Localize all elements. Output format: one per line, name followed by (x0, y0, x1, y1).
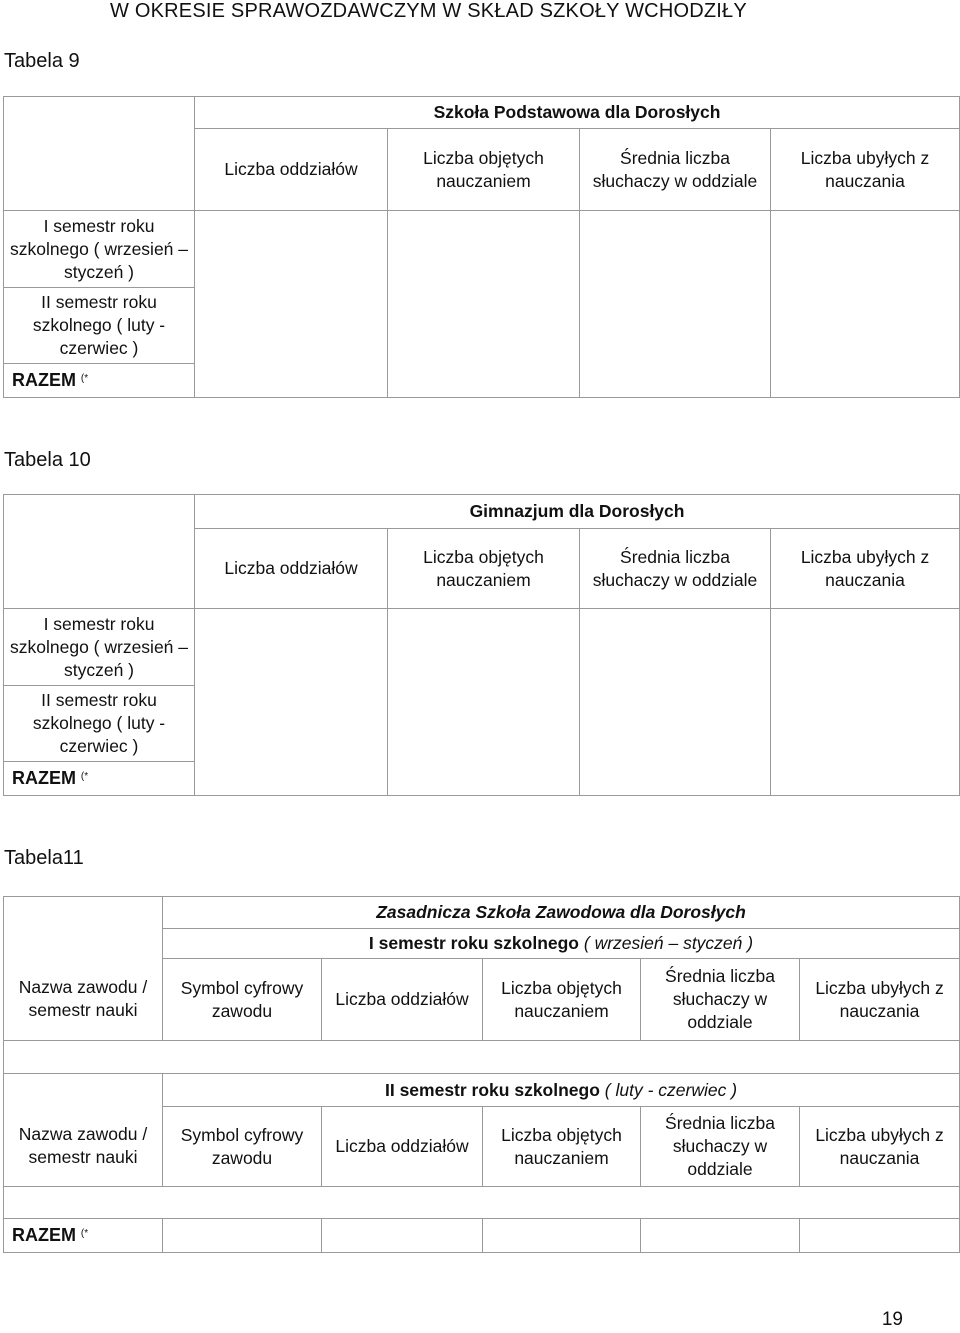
table9-total-label: RAZEM (12, 370, 76, 390)
table9-row-sem1-label: I semestr roku szkolnego ( wrzesień – styczeń ) (4, 211, 195, 288)
table11-col-symbol-2: Symbol cyfrowy zawodu (163, 1107, 322, 1187)
table9-cell (580, 211, 771, 398)
table10-total-label: RAZEM (12, 768, 76, 788)
table10-total-mark: (* (80, 771, 89, 782)
table10-row-sem2-label: II semestr roku szkolnego ( luty - czerwiec ) (4, 686, 195, 762)
table10-total-row (4, 762, 195, 796)
table11-col-zawod-2: Nazwa zawodu / semestr nauki (4, 1107, 163, 1187)
table11-semester1-range: ( wrzesień – styczeń ) (583, 933, 754, 953)
table11-col-zawod: Nazwa zawodu / semestr nauki (4, 959, 163, 1041)
page-number: 19 (881, 1309, 903, 1330)
table11-corner-b (4, 1074, 163, 1107)
table11-label: Tabela11 (4, 847, 84, 869)
table11-data-row-sem2 (4, 1187, 960, 1219)
table11-semester2 (163, 1074, 960, 1107)
table11-col-oddzialy-2: Liczba oddziałów (322, 1107, 483, 1187)
table9-cell (195, 211, 388, 398)
table9-col-oddzialy: Liczba oddziałów (195, 129, 388, 211)
table10-col-srednia: Średnia liczba słuchaczy w oddziale (580, 529, 771, 609)
table10-title: Gimnazjum dla Dorosłych (195, 495, 960, 529)
table9-total-row (4, 364, 195, 398)
table9-cell (388, 211, 580, 398)
table10-cell (771, 609, 960, 796)
table11-col-objetych: Liczba objętych nauczaniem (483, 959, 641, 1041)
table11-data-row-sem1 (4, 1041, 960, 1074)
table10-cell (195, 609, 388, 796)
table10-label: Tabela 10 (4, 449, 91, 471)
table10-col-objetych: Liczba objętych nauczaniem (388, 529, 580, 609)
table9-col-ubylych: Liczba ubyłych z nauczania (771, 129, 960, 211)
table9-row-sem2-label: II semestr roku szkolnego ( luty - czerwiec ) (4, 288, 195, 364)
table11-col-srednia: Średnia liczba słuchaczy w oddziale (641, 959, 800, 1041)
table11-semester1 (163, 929, 960, 959)
table10 (3, 494, 960, 796)
table10-row-sem1-label: I semestr roku szkolnego ( wrzesień – styczeń ) (4, 609, 195, 686)
table11-col-symbol: Symbol cyfrowy zawodu (163, 959, 322, 1041)
table11-col-ubylych-2: Liczba ubyłych z nauczania (800, 1107, 960, 1187)
table9-title: Szkoła Podstawowa dla Dorosłych (195, 97, 960, 129)
table11-total-cell (800, 1219, 960, 1253)
table11-semester2-label: II semestr roku szkolnego (384, 1079, 600, 1100)
table11-total-cell (322, 1219, 483, 1253)
table9-corner (4, 97, 195, 211)
table10-cell (388, 609, 580, 796)
page-heading: W OKRESIE SPRAWOZDAWCZYM W SKŁAD SZKOŁY WCHODZIŁY (110, 0, 747, 22)
table9-col-srednia: Średnia liczba słuchaczy w oddziale (580, 129, 771, 211)
table9 (3, 96, 960, 398)
table11-total-row (4, 1219, 163, 1253)
table11-title: Zasadnicza Szkoła Zawodowa dla Dorosłych (163, 897, 960, 929)
table9-col-objetych: Liczba objętych nauczaniem (388, 129, 580, 211)
table9-cell (771, 211, 960, 398)
table11-total-mark: (* (80, 1228, 89, 1239)
table11 (3, 896, 960, 1253)
table10-col-ubylych: Liczba ubyłych z nauczania (771, 529, 960, 609)
table10-cell (580, 609, 771, 796)
table11-col-ubylych: Liczba ubyłych z nauczania (800, 959, 960, 1041)
table11-total-cell (483, 1219, 641, 1253)
table11-total-cell (641, 1219, 800, 1253)
table11-semester1-label: I semestr roku szkolnego (368, 933, 579, 953)
table9-total-mark: (* (80, 373, 89, 384)
table11-col-oddzialy: Liczba oddziałów (322, 959, 483, 1041)
table9-label: Tabela 9 (4, 50, 80, 72)
table11-semester2-range: ( luty - czerwiec ) (604, 1079, 738, 1100)
table11-total-cell (163, 1219, 322, 1253)
table11-total-label: RAZEM (12, 1225, 76, 1245)
table10-corner (4, 495, 195, 609)
table11-col-srednia-2: Średnia liczba słuchaczy w oddziale (641, 1107, 800, 1187)
table10-col-oddzialy: Liczba oddziałów (195, 529, 388, 609)
table11-col-objetych-2: Liczba objętych nauczaniem (483, 1107, 641, 1187)
table11-corner-a (4, 897, 163, 959)
